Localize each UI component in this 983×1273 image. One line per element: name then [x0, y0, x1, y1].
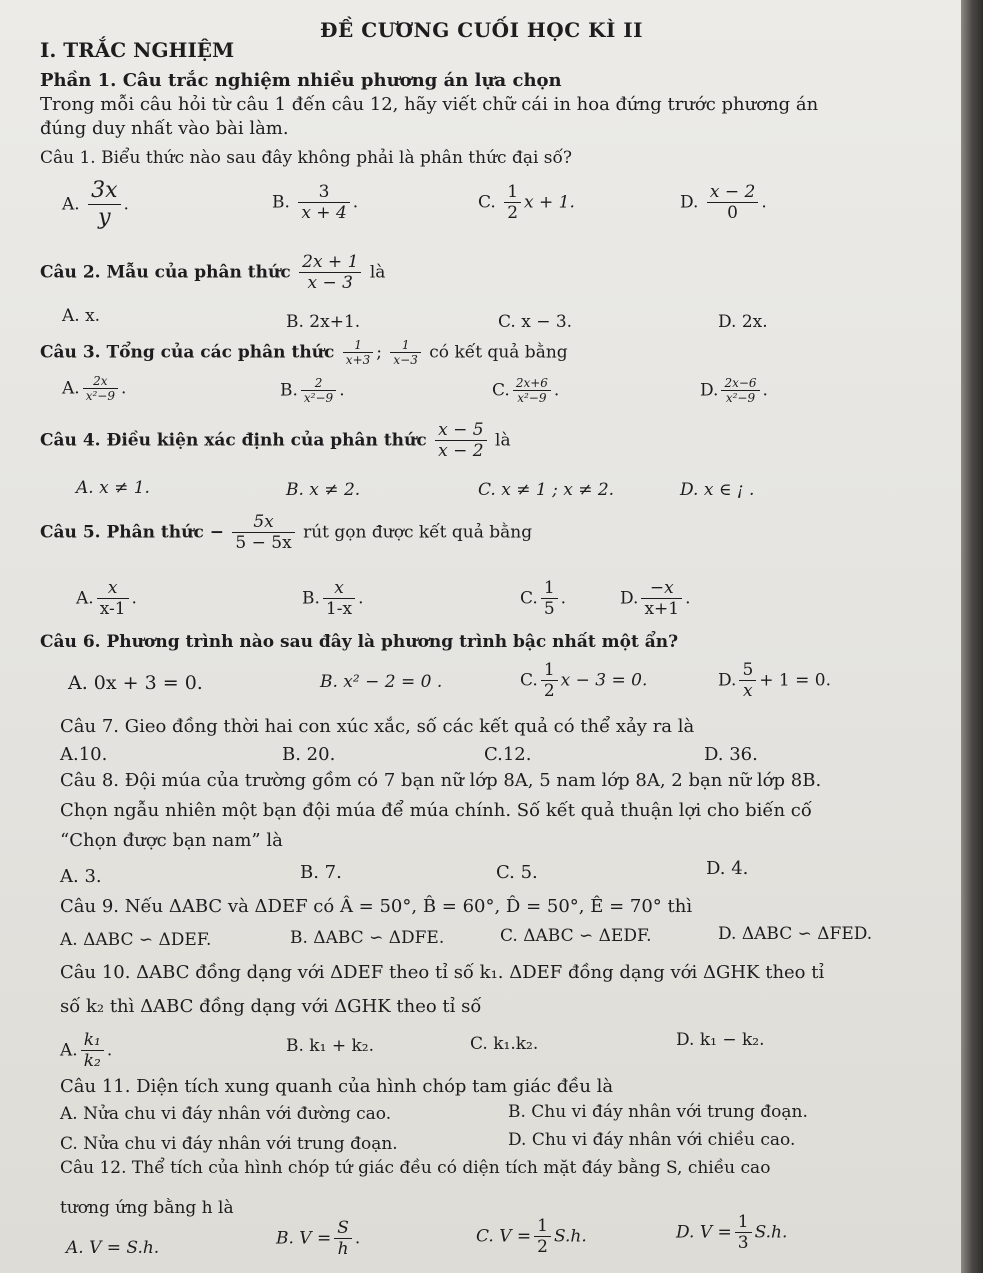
question-8-line-2: Chọn ngẫu nhiên một bạn đội múa để múa chính. Số kết quả thuận lợi cho biến cố — [60, 800, 812, 821]
q3-fraction-1: $\frac{1}{x+3}$ — [343, 338, 373, 368]
q3-c-fraction: $\frac{2x+6}{\text{x²−9}}$ — [513, 376, 551, 406]
q11-option-b: B. Chu vi đáy nhân với trung đoạn. — [508, 1102, 808, 1122]
question-2-stem: Câu 2. Mẫu của phân thức $\frac{2x + 1}{x - 3}$ là — [40, 252, 386, 294]
q3-fraction-2: $\frac{1}{x-3}$ — [390, 338, 420, 368]
q3-d-fraction: $\frac{2x-6}{\text{x²−9}}$ — [721, 376, 759, 406]
q3-option-c: C. $\frac{2x+6}{\text{x²−9}}$ . — [492, 376, 560, 406]
q6-option-d: D. $\frac{5}{x}$ + 1 = 0. — [718, 660, 832, 702]
q9-option-d: D. ΔABC ∽ ΔFED. — [718, 924, 873, 944]
q7-option-a: A.10. — [60, 744, 108, 765]
q2-fraction: $\frac{2x + 1}{x - 3}$ — [299, 252, 361, 294]
q5-option-d: D. $\frac{-x}{x+1}$ . — [620, 578, 691, 620]
q12-b-fraction: $\frac{S}{h}$ — [334, 1218, 352, 1260]
q10-a-fraction: $\frac{\text{k₁}}{\text{k₂}}$ — [81, 1030, 104, 1072]
q9-option-b: B. ΔABC ∽ ΔDFE. — [290, 928, 445, 948]
q1-a-fraction: $\frac{3x}{y}$ — [88, 178, 120, 232]
q1-b-fraction: $\frac{3}{x + 4}$ — [298, 182, 349, 224]
q10-option-d: D. k₁ − k₂. — [676, 1030, 765, 1050]
q6-option-b: B. x² − 2 = 0 . — [320, 672, 443, 692]
q11-option-c: C. Nửa chu vi đáy nhân với trung đoạn. — [60, 1134, 398, 1154]
q1-option-b: B. $\frac{3}{x + 4}$ . — [272, 182, 359, 224]
question-8-line-3: “Chọn được bạn nam” là — [60, 830, 283, 851]
q12-d-fraction: $\frac{1}{3}$ — [735, 1212, 752, 1254]
question-4-stem: Câu 4. Điều kiện xác định của phân thức $\frac{x - 5}{x - 2}$ là — [40, 420, 511, 462]
q5-a-fraction: $\frac{x}{x-1}$ — [97, 578, 129, 620]
q12-option-b: B. V = $\frac{S}{h}$ . — [276, 1218, 361, 1260]
part-heading: Phần 1. Câu trắc nghiệm nhiều phương án lựa chọn — [40, 70, 562, 91]
q10-option-a: A. $\frac{\text{k₁}}{\text{k₂}}$ . — [60, 1030, 113, 1072]
q7-option-c: C.12. — [484, 744, 532, 765]
q1-d-fraction: $\frac{x - 2}{0}$ — [707, 182, 758, 224]
question-7-stem: Câu 7. Gieo đồng thời hai con xúc xắc, số các kết quả có thể xảy ra là — [60, 716, 695, 737]
q6-option-c: C. $\frac{1}{2}$ x − 3 = 0. — [520, 660, 648, 702]
q2-option-a: A. x. — [62, 306, 101, 326]
paper-edge-shadow — [961, 0, 983, 1273]
q4-option-a: A. x ≠ 1. — [76, 478, 150, 498]
q7-option-b: B. 20. — [282, 744, 336, 765]
q5-option-a: A. $\frac{x}{x-1}$ . — [76, 578, 137, 620]
question-5-stem: Câu 5. Phân thức − $\frac{5x}{5 - 5x}$ rút gọn được kết quả bằng — [40, 512, 533, 554]
question-12-line-2: tương ứng bằng h là — [60, 1198, 234, 1218]
q6-option-a: A. 0x + 3 = 0. — [68, 672, 203, 694]
q8-option-c: C. 5. — [496, 862, 538, 883]
q3-option-b: B. $\frac{2}{\text{x²−9}}$ . — [280, 376, 345, 406]
q10-option-c: C. k₁.k₂. — [470, 1034, 539, 1054]
q5-fraction: $\frac{5x}{5 - 5x}$ — [232, 512, 294, 554]
question-12-line-1: Câu 12. Thể tích của hình chóp tứ giác đều có diện tích mặt đáy bằng S, chiều cao — [60, 1158, 771, 1178]
instruction-line-2: đúng duy nhất vào bài làm. — [40, 118, 289, 139]
q5-option-c: C. $\frac{1}{5}$ . — [520, 578, 567, 620]
q2-option-d: D. 2x. — [718, 312, 768, 332]
question-8-line-1: Câu 8. Đội múa của trường gồm có 7 bạn nữ lớp 8A, 5 nam lớp 8A, 2 bạn nữ lớp 8B. — [60, 770, 822, 791]
q5-c-fraction: $\frac{1}{5}$ — [541, 578, 558, 620]
q12-option-a: A. V = S.h. — [66, 1238, 160, 1258]
q4-option-d: D. x ∈ ¡ . — [680, 480, 755, 500]
q10-option-b: B. k₁ + k₂. — [286, 1036, 374, 1056]
question-3-stem: Câu 3. Tổng của các phân thức $\frac{1}{x+3}$ ; $\frac{1}{x-3}$ có kết quả bằng — [40, 338, 568, 368]
q1-option-d: D. $\frac{x - 2}{0}$ . — [680, 182, 767, 224]
question-11-stem: Câu 11. Diện tích xung quanh của hình chóp tam giác đều là — [60, 1076, 614, 1097]
q2-option-c: C. x − 3. — [498, 312, 573, 332]
q8-option-d: D. 4. — [706, 858, 749, 879]
q5-b-fraction: $\frac{x}{1-x}$ — [323, 578, 355, 620]
q2-option-b: B. 2x+1. — [286, 312, 361, 332]
q4-fraction: $\frac{x - 5}{x - 2}$ — [435, 420, 486, 462]
q12-c-fraction: $\frac{1}{2}$ — [534, 1216, 551, 1258]
q1-option-c: C. $\frac{1}{2}$ x + 1. — [478, 182, 575, 224]
q8-option-b: B. 7. — [300, 862, 342, 883]
q1-c-fraction: $\frac{1}{2}$ — [504, 182, 521, 224]
q5-option-b: B. $\frac{x}{1-x}$ . — [302, 578, 364, 620]
q7-option-d: D. 36. — [704, 744, 758, 765]
document-title: ĐỀ CƯƠNG CUỐI HỌC KÌ II — [320, 18, 644, 42]
question-9-stem: Câu 9. Nếu ΔABC và ΔDEF có Â = 50°, B̂ = 60°, D̂ = 50°, Ê = 70° thì — [60, 896, 693, 917]
question-10-line-1: Câu 10. ΔABC đồng dạng với ΔDEF theo tỉ số k₁. ΔDEF đồng dạng với ΔGHK theo tỉ — [60, 962, 825, 983]
q9-option-c: C. ΔABC ∽ ΔEDF. — [500, 926, 652, 946]
q8-option-a: A. 3. — [60, 866, 102, 887]
section-heading: I. TRẮC NGHIỆM — [40, 38, 235, 62]
q4-option-b: B. x ≠ 2. — [286, 480, 361, 500]
q12-option-c: C. V = $\frac{1}{2}$ S.h. — [476, 1216, 587, 1258]
question-10-line-2: số k₂ thì ΔABC đồng dạng với ΔGHK theo tỉ số — [60, 996, 482, 1017]
q3-a-fraction: $\frac{2x}{\text{x²−9}}$ — [83, 374, 118, 404]
q3-b-fraction: $\frac{2}{\text{x²−9}}$ — [301, 376, 336, 406]
question-6-stem: Câu 6. Phương trình nào sau đây là phương trình bậc nhất một ẩn? — [40, 632, 679, 652]
q5-d-fraction: $\frac{-x}{x+1}$ — [641, 578, 682, 620]
question-1-stem: Câu 1. Biểu thức nào sau đây không phải là phân thức đại số? — [40, 148, 573, 168]
q11-option-d: D. Chu vi đáy nhân với chiều cao. — [508, 1130, 796, 1150]
q4-option-c: C. x ≠ 1 ; x ≠ 2. — [478, 480, 615, 500]
q12-option-d: D. V = $\frac{1}{3}$ S.h. — [676, 1212, 788, 1254]
q9-option-a: A. ΔABC ∽ ΔDEF. — [60, 930, 212, 950]
q6-d-fraction: $\frac{5}{x}$ — [739, 660, 756, 702]
q6-c-fraction: $\frac{1}{2}$ — [541, 660, 558, 702]
instruction-line-1: Trong mỗi câu hỏi từ câu 1 đến câu 12, hãy viết chữ cái in hoa đứng trước phương án — [40, 94, 819, 115]
q3-option-a: A. $\frac{2x}{\text{x²−9}}$ . — [62, 374, 127, 404]
q3-option-d: D. $\frac{2x-6}{\text{x²−9}}$ . — [700, 376, 768, 406]
q1-option-a: A. $\frac{3x}{y}$ . — [62, 178, 129, 231]
q11-option-a: A. Nửa chu vi đáy nhân với đường cao. — [60, 1104, 392, 1124]
